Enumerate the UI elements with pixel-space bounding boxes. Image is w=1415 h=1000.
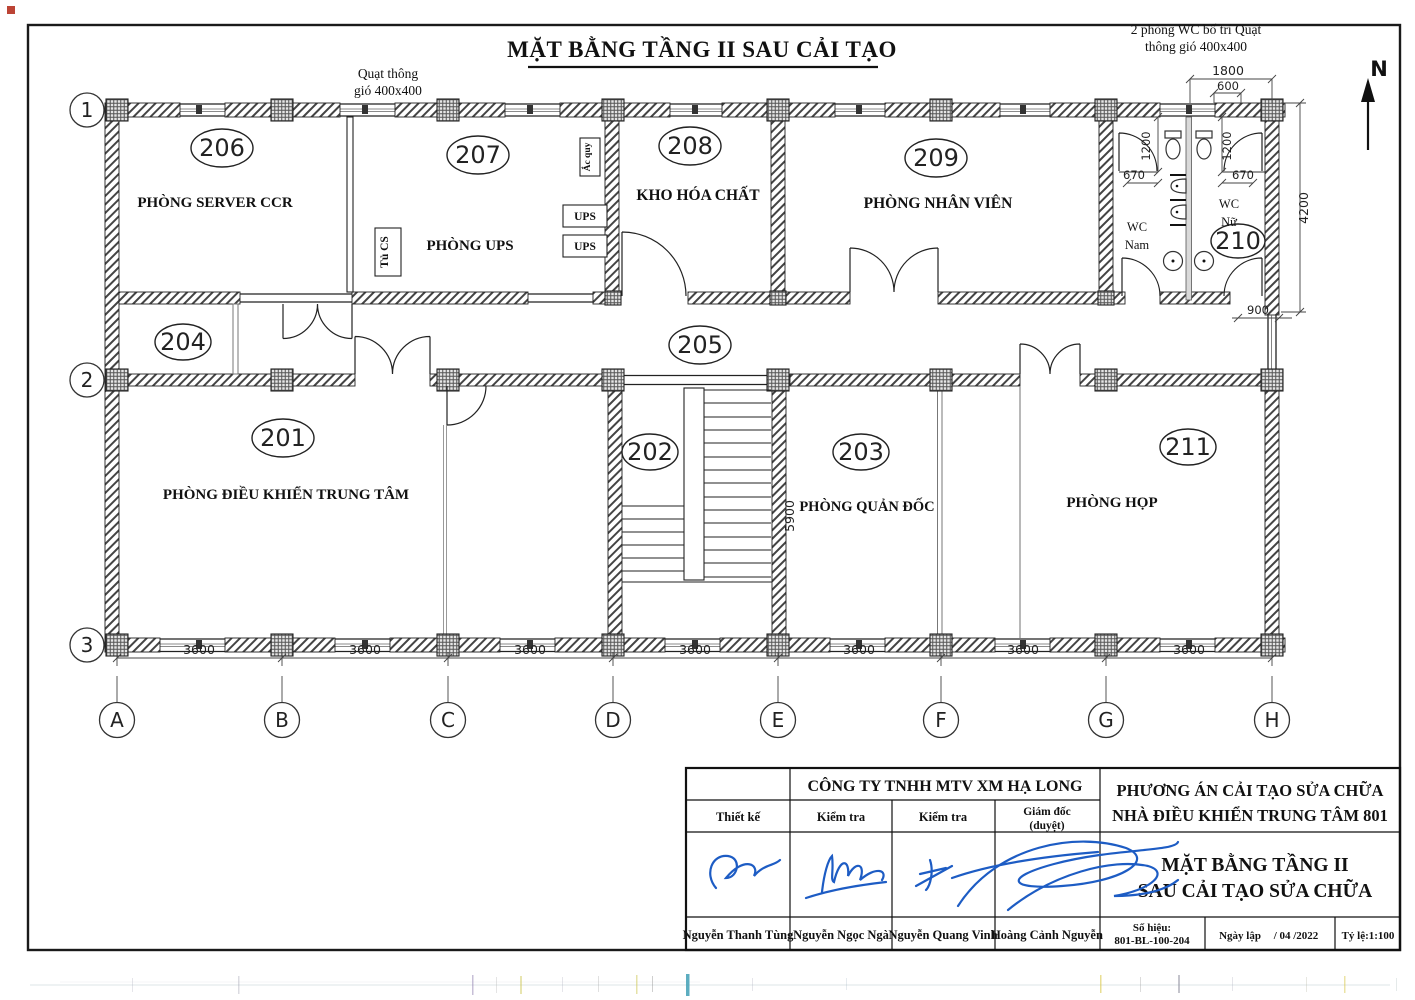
dim-span-bc: 3600 bbox=[349, 642, 381, 657]
note-fan-line2: gió 400x400 bbox=[354, 83, 422, 98]
signature-kiem-tra-1 bbox=[806, 856, 886, 898]
wall-203-211 bbox=[938, 386, 943, 638]
door-room-211 bbox=[1020, 344, 1080, 374]
name-kiem-tra-1: Nguyễn Ngọc Ngà bbox=[793, 928, 889, 942]
name-kiem-tra-2: Nguyễn Quang Vinh bbox=[888, 928, 998, 942]
room-208-name: KHO HÓA CHẤT bbox=[636, 187, 760, 204]
label-tu-cs: Tủ CS bbox=[379, 236, 391, 268]
room-209-name: PHÒNG NHÂN VIÊN bbox=[863, 195, 1013, 212]
room-211-name: PHÒNG HỌP bbox=[1066, 495, 1158, 511]
room-203-name: PHÒNG QUẢN ĐỐC bbox=[799, 499, 935, 515]
signature-thiet-ke bbox=[710, 856, 780, 888]
dim-span-gh: 3600 bbox=[1173, 642, 1205, 657]
label-ups-1: UPS bbox=[574, 211, 596, 223]
drawing-name-line1: MẶT BẰNG TẦNG II bbox=[1161, 855, 1349, 876]
dim-span-fg: 3600 bbox=[1007, 642, 1039, 657]
door-room-201 bbox=[355, 337, 430, 375]
room-207-number: 207 bbox=[455, 141, 501, 169]
wall-204 bbox=[233, 304, 238, 374]
ty-le-value: Tỷ lệ:1:100 bbox=[1341, 930, 1395, 942]
door-corridor-west bbox=[283, 304, 352, 339]
note-fan-top bbox=[354, 66, 422, 98]
wc-nam-line1: WC bbox=[1126, 220, 1148, 234]
door-wc-nu bbox=[1224, 258, 1262, 296]
dim-span-cd: 3600 bbox=[514, 642, 546, 657]
urinal-icon bbox=[1170, 175, 1186, 225]
role-kiem-tra-2: Kiểm tra bbox=[918, 810, 968, 824]
door-room-208 bbox=[622, 232, 686, 296]
north-label: N bbox=[1370, 57, 1388, 81]
scan-artifacts bbox=[30, 974, 1397, 996]
stairs bbox=[622, 388, 772, 582]
stair-divider bbox=[684, 388, 704, 580]
dim-wc-670-right: 670 bbox=[1232, 168, 1254, 182]
room-201-number: 201 bbox=[260, 424, 306, 452]
room-201-name: PHÒNG ĐIỀU KHIỂN TRUNG TÂM bbox=[162, 487, 410, 503]
note-wc-fan bbox=[1131, 22, 1262, 54]
room-204-number: 204 bbox=[160, 328, 206, 356]
door-201-partition bbox=[447, 386, 486, 425]
north-arrowhead bbox=[1361, 78, 1375, 102]
grid-col-g: G bbox=[1098, 708, 1114, 732]
grid-col-h: H bbox=[1264, 708, 1280, 732]
label-ac-quy: Ắc quy bbox=[583, 142, 593, 172]
dim-wc-1200-left: 1200 bbox=[1139, 131, 1153, 161]
role-thiet-ke: Thiết kế bbox=[715, 810, 761, 824]
dim-wc-900: 900 bbox=[1247, 303, 1269, 317]
dim-wc-1200-right: 1200 bbox=[1220, 131, 1234, 161]
grid-col-b: B bbox=[275, 708, 289, 732]
ngay-lap-label: Ngày lập bbox=[1219, 930, 1261, 942]
grid-col-f: F bbox=[935, 708, 947, 732]
wall-208-209 bbox=[771, 117, 785, 292]
signatures bbox=[710, 842, 1178, 910]
wall-wc-center bbox=[1186, 117, 1192, 300]
grid-col-c: C bbox=[441, 708, 455, 732]
dim-span-ef: 3600 bbox=[843, 642, 875, 657]
project-title-line1: PHƯƠNG ÁN CẢI TẠO SỬA CHỮA bbox=[1116, 781, 1384, 800]
page-title: MẶT BẰNG TẦNG II SAU CẢI TẠO bbox=[507, 37, 897, 62]
grid-col-a: A bbox=[110, 708, 124, 732]
room-210-number: 210 bbox=[1215, 227, 1261, 255]
wall-206-207 bbox=[347, 117, 353, 292]
partition-201 bbox=[444, 425, 447, 638]
dim-5900: 5900 bbox=[782, 500, 797, 532]
drawing-name-line2: SAU CẢI TẠO SỬA CHỮA bbox=[1137, 881, 1373, 902]
wc-nu-line1: WC bbox=[1218, 197, 1240, 211]
grid-row-1: 1 bbox=[80, 98, 94, 122]
room-206-number: 206 bbox=[199, 134, 245, 162]
name-thiet-ke: Nguyễn Thanh Tùng bbox=[682, 928, 794, 942]
ngay-lap-value: / 04 /2022 bbox=[1273, 930, 1319, 942]
dim-wc-670-left: 670 bbox=[1123, 168, 1145, 182]
dim-wc-4200: 4200 bbox=[1296, 192, 1311, 224]
room-203-number: 203 bbox=[838, 438, 884, 466]
scan-red-mark bbox=[7, 6, 15, 14]
north-arrow bbox=[1361, 57, 1388, 150]
wall-209-wc bbox=[1099, 117, 1113, 300]
company-name: CÔNG TY TNHH MTV XM HẠ LONG bbox=[807, 778, 1083, 795]
so-hieu-value: 801-BL-100-204 bbox=[1114, 935, 1190, 947]
door-room-209 bbox=[850, 248, 938, 292]
role-kiem-tra-1: Kiểm tra bbox=[816, 810, 866, 824]
room-206-name: PHÒNG SERVER CCR bbox=[137, 195, 293, 211]
wc-nu-line2: Nữ bbox=[1221, 215, 1237, 229]
room-202-number: 202 bbox=[627, 438, 673, 466]
room-209-number: 209 bbox=[913, 144, 959, 172]
room-207-name: PHÒNG UPS bbox=[426, 238, 514, 254]
wc-nam-line2: Nam bbox=[1124, 238, 1150, 252]
name-giam-doc: Hoàng Cảnh Nguyễn bbox=[991, 928, 1103, 942]
note-wc-fan-line2: thông gió 400x400 bbox=[1144, 39, 1248, 54]
wall-stair-left bbox=[608, 386, 622, 638]
grid-col-d: D bbox=[605, 708, 621, 732]
grid-row-3: 3 bbox=[80, 633, 94, 657]
grid-row-2: 2 bbox=[80, 368, 94, 392]
grid-col-e: E bbox=[771, 708, 785, 732]
dim-wc-1800: 1800 bbox=[1212, 63, 1244, 78]
label-ups-2: UPS bbox=[574, 241, 596, 253]
drawing-title bbox=[507, 36, 897, 67]
dim-span-de: 3600 bbox=[679, 642, 711, 657]
dim-wc-600: 600 bbox=[1217, 79, 1239, 93]
role-giam-doc: Giám đốc bbox=[1023, 806, 1071, 818]
dim-span-ab: 3600 bbox=[183, 642, 215, 657]
note-wc-fan-line1: 2 phòng WC bố trí Quạt bbox=[1130, 22, 1262, 37]
door-wc-nam bbox=[1122, 258, 1160, 296]
room-211-number: 211 bbox=[1165, 433, 1211, 461]
title-block bbox=[683, 768, 1400, 950]
room-208-number: 208 bbox=[667, 132, 713, 160]
room-205-number: 205 bbox=[677, 331, 723, 359]
project-title-line2: NHÀ ĐIỀU KHIỂN TRUNG TÂM 801 bbox=[1112, 806, 1388, 825]
note-fan-line1: Quạt thông bbox=[357, 66, 419, 81]
role-giam-doc-duyet: (duyệt) bbox=[1029, 820, 1065, 832]
so-hieu-label: Số hiệu: bbox=[1132, 922, 1172, 934]
